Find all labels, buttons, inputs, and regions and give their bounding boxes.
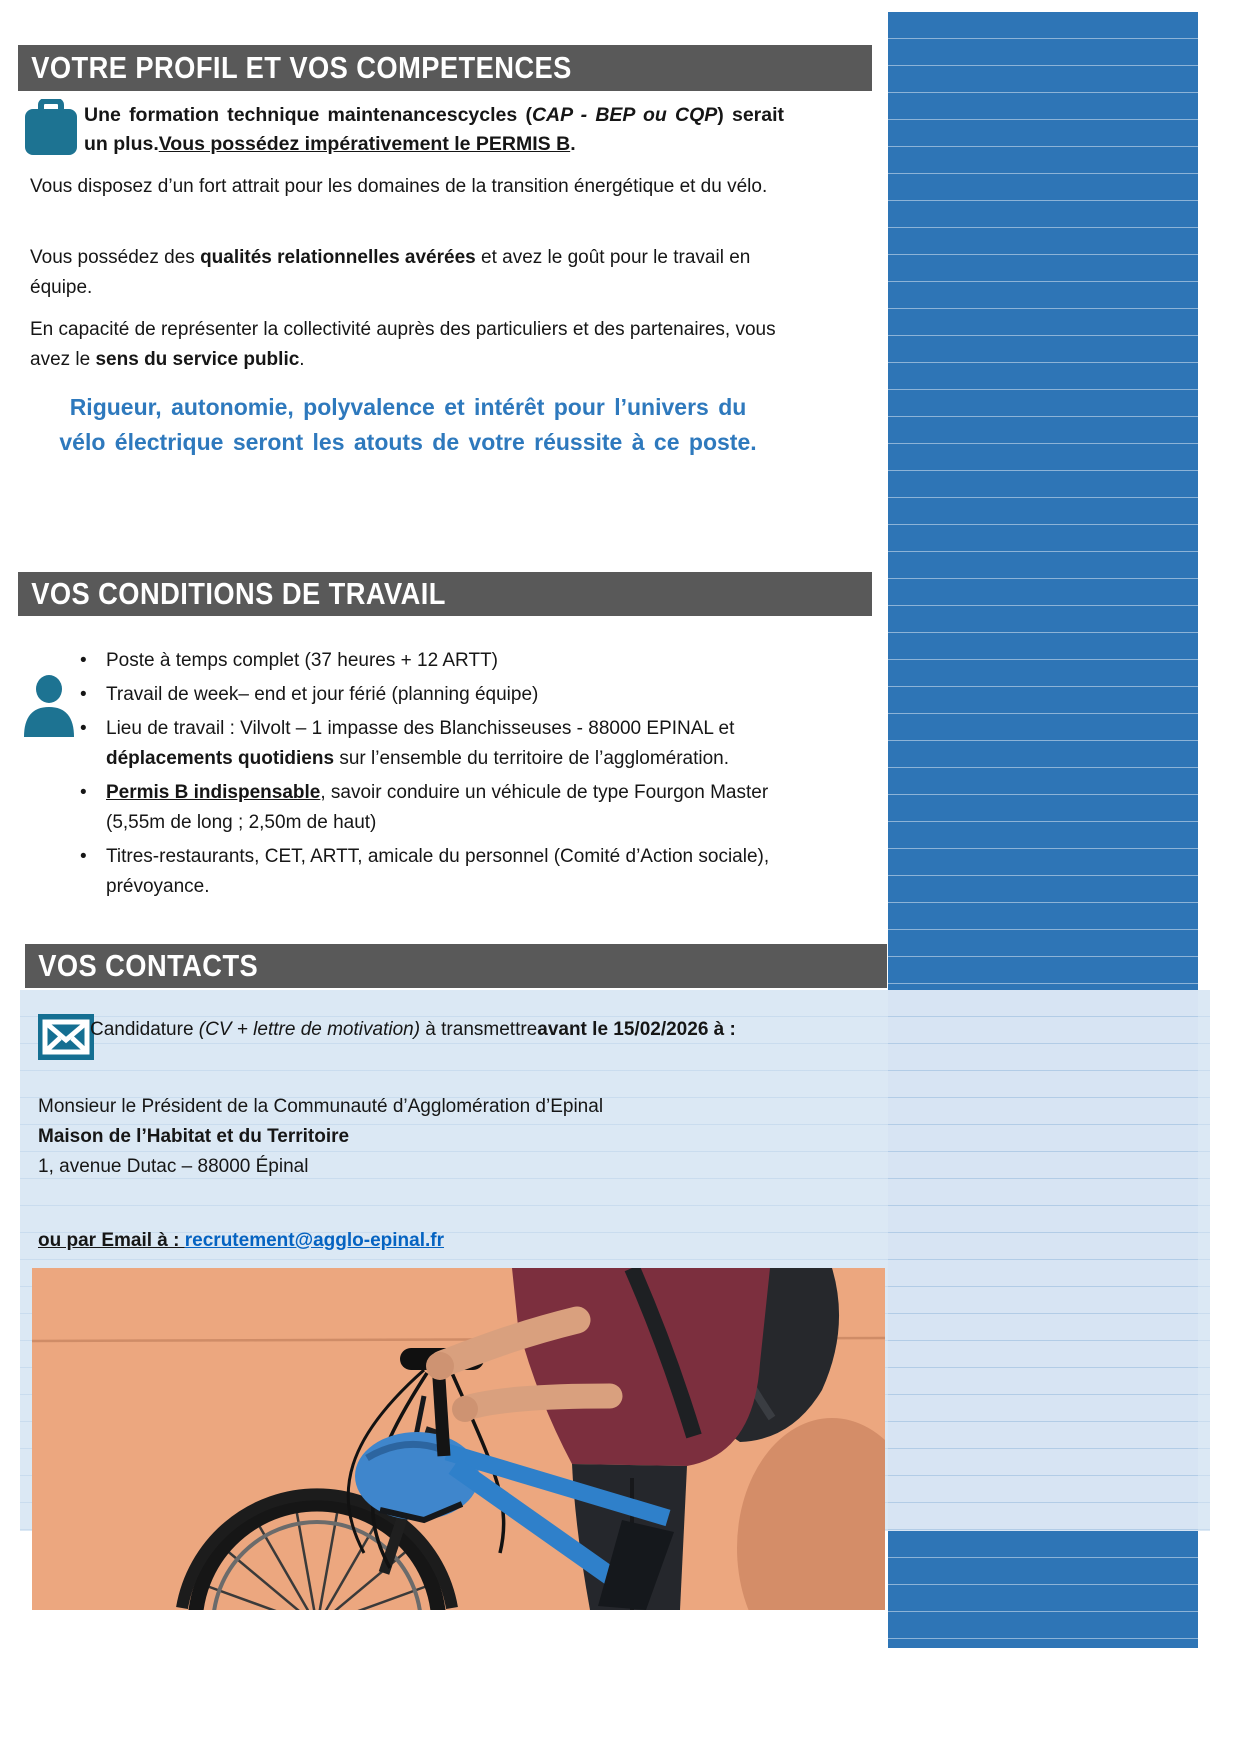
text-run: déplacements quotidiens	[106, 748, 335, 769]
text-run: ) serait un plus.	[84, 104, 785, 155]
text-run: Vous possédez des	[30, 247, 201, 268]
text-run: Une formation technique maintenancescycles (	[84, 104, 532, 126]
bike-photo	[32, 1268, 885, 1610]
list-item	[30, 646, 792, 676]
postal-address	[38, 1092, 938, 1182]
profile-paragraph	[30, 172, 786, 202]
section-title: VOS CONTACTS	[38, 948, 259, 983]
text-run: sens du service public	[95, 349, 300, 370]
text-run: .	[570, 133, 576, 155]
sidebar-stripes-bottom	[888, 1531, 1198, 1648]
section-title: VOTRE PROFIL ET VOS COMPETENCES	[31, 50, 572, 85]
text-run: sur l’ensemble du territoire de l’agglomération.	[334, 748, 730, 769]
list-item	[30, 680, 792, 710]
text-run: Lieu de travail : Vilvolt – 1 impasse des Blanchisseuses - 88000 EPINAL et	[106, 718, 735, 739]
text-run: , savoir conduire un véhicule de type Fourgon Master (5,55m de long ; 2,50m de haut)	[106, 782, 769, 833]
section-title: VOS CONDITIONS DE TRAVAIL	[31, 576, 446, 611]
text-run: Vous disposez d’un fort attrait pour les domaines de la transition énergétique et du vélo.	[30, 176, 768, 197]
text-run: avant le 15/02/2026 à :	[537, 1019, 736, 1040]
section-header-conditions	[18, 572, 872, 616]
text-run: à transmettre	[420, 1019, 538, 1040]
key-qualities-statement	[22, 390, 794, 460]
address-line: 1, avenue Dutac – 88000 Épinal	[38, 1156, 309, 1177]
envelope-icon	[38, 1014, 94, 1060]
text-run: et avez le goût pour le travail en équipe.	[30, 247, 751, 298]
text-run: qualités relationnelles avérées	[200, 247, 476, 268]
section-header-contacts	[25, 944, 887, 988]
text-run: Poste à temps complet (37 heures + 12 ARTT)	[106, 650, 498, 671]
address-line: Maison de l’Habitat et du Territoire	[38, 1126, 350, 1147]
text-run: .	[299, 349, 305, 370]
statement-line: vélo électrique seront les atouts de votre réussite à ce poste.	[59, 429, 757, 455]
list-item	[30, 778, 792, 838]
text-run: Candidature	[90, 1019, 199, 1040]
statement-line: Rigueur, autonomie, polyvalence et intérêt pour l’univers du	[69, 394, 747, 420]
text-run: En capacité de représenter la collectivité auprès des particuliers et des partenaires, vous avez le	[30, 319, 776, 370]
text-run: Permis B indispensable	[106, 782, 321, 803]
email-label: ou par Email à :	[38, 1230, 185, 1251]
text-run: (CV + lettre de motivation)	[198, 1019, 421, 1040]
text-run: Vous possédez impérativement le PERMIS B	[158, 133, 571, 155]
email-link[interactable]: recrutement@agglo-epinal.fr	[184, 1230, 445, 1251]
sidebar-stripes-top	[888, 12, 1198, 990]
conditions-list	[30, 646, 792, 906]
address-line: Monsieur le Président de la Communauté d’Agglomération d’Epinal	[38, 1096, 604, 1117]
list-item	[30, 714, 792, 774]
sidebar-stripes-middle	[888, 990, 1198, 1531]
briefcase-icon	[24, 99, 78, 157]
candidature-line	[90, 1016, 1070, 1044]
text-run: Titres-restaurants, CET, ARTT, amicale du personnel (Comité d’Action sociale), prévoyance.	[106, 846, 770, 897]
section-header-profile	[18, 45, 872, 91]
profile-paragraph	[30, 315, 792, 375]
text-run: CAP - BEP ou CQP	[531, 104, 718, 126]
list-item	[30, 842, 792, 902]
profile-paragraph	[30, 243, 786, 303]
email-line	[38, 1230, 938, 1252]
profile-intro-paragraph	[84, 101, 784, 159]
text-run: Travail de week– end et jour férié (planning équipe)	[106, 684, 539, 705]
